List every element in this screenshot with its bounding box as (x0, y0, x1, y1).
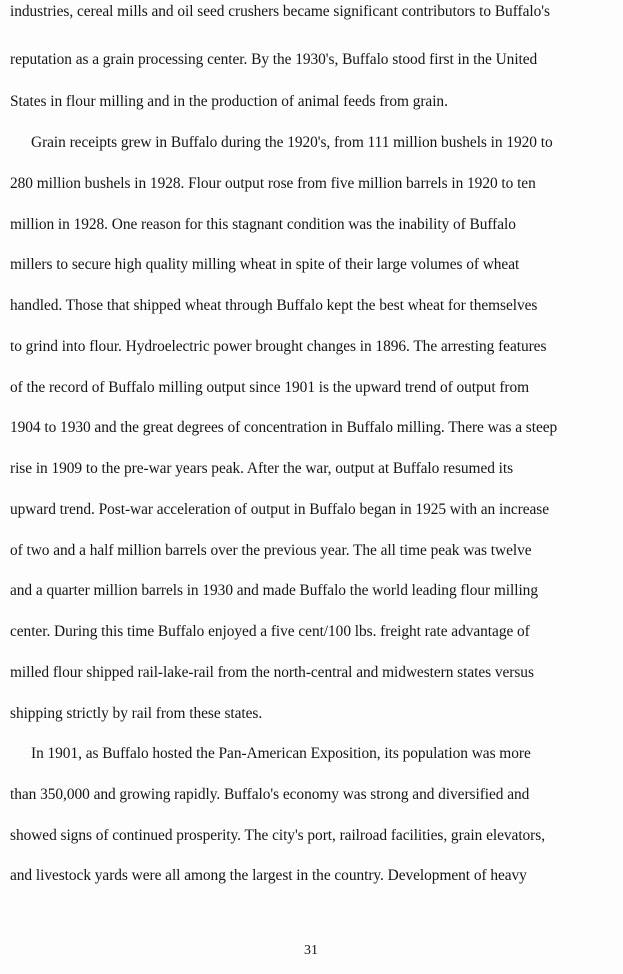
text-line-8: handled. Those that shipped wheat through Buffalo kept the best wheat for themselves (10, 297, 538, 314)
text-line-17: milled flour shipped rail-lake-rail from the north-central and midwestern states versus (10, 664, 534, 681)
text-line-3: States in flour milling and in the production of animal feeds from grain. (10, 93, 448, 110)
text-line-10: of the record of Buffalo milling output since 1901 is the upward trend of output from (10, 379, 530, 396)
text-line-6: million in 1928. One reason for this stagnant condition was the inability of Buffalo (10, 216, 516, 233)
text-line-2: reputation as a grain processing center. By the 1930's, Buffalo stood first in the United (10, 51, 538, 68)
text-line-20: than 350,000 and growing rapidly. Buffalo's economy was strong and diversified and (10, 786, 530, 803)
text-line-21: showed signs of continued prosperity. The city's port, railroad facilities, grain elevators, (10, 827, 545, 844)
text-line-1: industries, cereal mills and oil seed crushers became significant contributors to Buffalo's (10, 3, 550, 20)
text-line-9: to grind into flour. Hydroelectric power brought changes in 1896. The arresting features (10, 338, 547, 355)
text-line-18: shipping strictly by rail from these states. (10, 705, 263, 722)
text-line-11: 1904 to 1930 and the great degrees of concentration in Buffalo milling. There was a steep (10, 419, 558, 436)
text-line-7: millers to secure high quality milling wheat in spite of their large volumes of wheat (10, 256, 520, 273)
text-line-22: and livestock yards were all among the largest in the country. Development of heavy (10, 867, 527, 884)
page-number: 31 (304, 943, 318, 958)
text-line-15: and a quarter million barrels in 1930 and made Buffalo the world leading flour milling (10, 582, 538, 599)
text-line-4: Grain receipts grew in Buffalo during the 1920's, from 111 million bushels in 1920 to (31, 134, 553, 151)
text-line-5: 280 million bushels in 1928. Flour output rose from five million barrels in 1920 to ten (10, 175, 536, 192)
text-line-16: center. During this time Buffalo enjoyed a five cent/100 lbs. freight rate advantage of (10, 623, 530, 640)
text-line-14: of two and a half million barrels over the previous year. The all time peak was twelve (10, 542, 532, 559)
text-line-19: In 1901, as Buffalo hosted the Pan-American Exposition, its population was more (31, 745, 531, 762)
text-line-12: rise in 1909 to the pre-war years peak. After the war, output at Buffalo resumed its (10, 460, 514, 477)
text-line-13: upward trend. Post-war acceleration of output in Buffalo began in 1925 with an increase (10, 501, 550, 518)
